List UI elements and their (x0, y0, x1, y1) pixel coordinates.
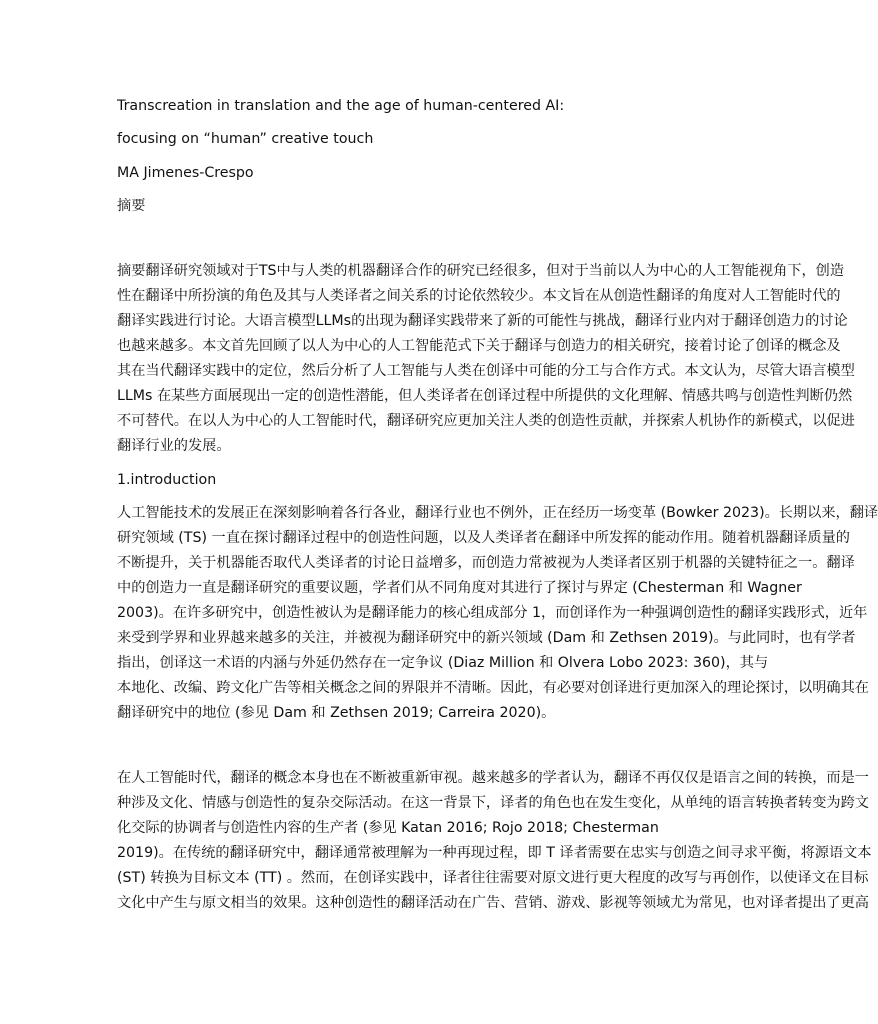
abstract-line: 也越来越多。本文首先回顾了以人为中心的人工智能范式下关于翻译与创造力的相关研究，接着讨论了创译的概念及 (117, 338, 841, 354)
paragraph-line: 在人工智能时代，翻译的概念本身也在不断被重新审视。越来越多的学者认为，翻译不再仅仅是语言之间的转换，而是一 (117, 770, 869, 786)
abstract-line: 性在翻译中所扮演的角色及其与人类译者之间关系的讨论依然较少。本文旨在从创造性翻译的角度对人工智能时代的 (117, 288, 841, 304)
paragraph-line: 翻译研究中的地位 (参见 Dam 和 Zethsen 2019; Carreira 2020)。 (117, 705, 556, 721)
title-line: focusing on “human” creative touch (117, 131, 374, 147)
document-title (117, 94, 657, 152)
abstract-line: 不可替代。在以人为中心的人工智能时代，翻译研究应更加关注人类的创造性贡献，并探索人机协作的新模式，以促进 (117, 413, 855, 429)
paragraph-line: 指出，创译这一术语的内涵与外延仍然存在一定争议 (Diaz Million 和 Olvera Lobo 2023: 360)，其与 (117, 655, 769, 671)
paragraph-line: 中的创造力一直是翻译研究的重要议题，学者们从不同角度对其进行了探讨与界定 (Chesterman 和 Wagner (117, 580, 802, 596)
paragraph-line: 种涉及文化、情感与创造性的复杂交际活动。在这一背景下，译者的角色也在发生变化，从单纯的语言转换者转变为跨文 (117, 795, 869, 811)
paragraph-line: 文化中产生与原文相当的效果。这种创造性的翻译活动在广告、营销、游戏、影视等领域尤为常见，也对译者提出了更高 (117, 895, 869, 911)
abstract-heading: 摘要 (117, 198, 146, 214)
abstract-paragraph (117, 259, 855, 459)
author-name: MA Jimenes-Crespo (117, 165, 254, 181)
abstract-line: 摘要翻译研究领域对于TS中与人类的机器翻译合作的研究已经很多，但对于当前以人为中心的人工智能视角下，创造 (117, 263, 845, 279)
paragraph-line: 本地化、改编、跨文化广告等相关概念之间的界限并不清晰。因此，有必要对创译进行更加深入的理论探讨，以明确其在 (117, 680, 869, 696)
paragraph-line: 2019)。在传统的翻译研究中，翻译通常被理解为一种再现过程，即 T 译者需要在忠实与创造之间寻求平衡，将源语文本 (117, 845, 872, 861)
abstract-line: 翻译实践进行讨论。大语言模型LLMs的出现为翻译实践带来了新的可能性与挑战，翻译行业内对于翻译创造力的讨论 (117, 313, 848, 329)
paragraph-line: (ST) 转换为目标文本 (TT) 。然而，在创译实践中，译者往往需要对原文进行更大程度的改写与再创作，以使译文在目标 (117, 870, 869, 886)
abstract-line: LLMs 在某些方面展现出一定的创造性潜能，但人类译者在创译过程中所提供的文化理解、情感共鸣与创造性判断仍然 (117, 388, 853, 404)
abstract-line: 翻译行业的发展。 (117, 438, 231, 454)
paragraph-line: 研究领域 (TS) 一直在探讨翻译过程中的创造性问题，以及人类译者在翻译中所发挥的能动作用。随着机器翻译质量的 (117, 530, 850, 546)
paragraph-line: 人工智能技术的发展正在深刻影响着各行各业，翻译行业也不例外，正在经历一场变革 (Bowker 2023)。长期以来，翻译 (117, 505, 878, 521)
body-paragraph-1 (117, 501, 878, 726)
body-paragraph-2 (117, 766, 872, 916)
paragraph-line: 化交际的协调者与创造性内容的生产者 (参见 Katan 2016; Rojo 2018; Chesterman (117, 820, 659, 836)
document-page (117, 94, 878, 916)
title-line: Transcreation in translation and the age of human-centered AI: (117, 98, 565, 114)
paragraph-line: 2003)。在许多研究中，创造性被认为是翻译能力的核心组成部分 1，而创译作为一种强调创造性的翻译实践形式，近年 (117, 605, 868, 621)
paragraph-line: 来受到学界和业界越来越多的关注，并被视为翻译研究中的新兴领域 (Dam 和 Zethsen 2019)。与此同时，也有学者 (117, 630, 856, 646)
paragraph-line: 不断提升，关于机器能否取代人类译者的讨论日益增多，而创造力常被视为人类译者区别于机器的关键特征之一。翻译 (117, 555, 855, 571)
abstract-line: 其在当代翻译实践中的定位，然后分析了人工智能与人类在创译中可能的分工与合作方式。本文认为，尽管大语言模型 (117, 363, 855, 379)
section-heading: 1.introduction (117, 472, 217, 488)
